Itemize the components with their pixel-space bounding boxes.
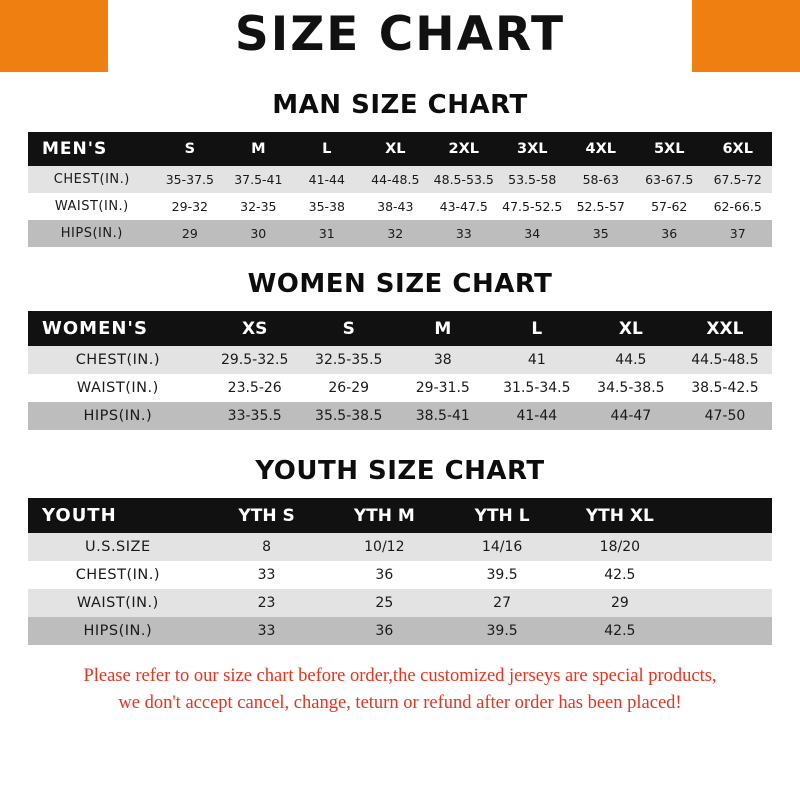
man-row2-c7: 36 [661,226,678,241]
women-section-title: WOMEN SIZE CHART [247,269,553,299]
youth-row2-label: WAIST(IN.) [76,595,159,611]
women-table-header [28,311,772,346]
table-row [28,193,772,220]
man-row1-c0: 29-32 [171,199,208,214]
women-row1-c2: 29-31.5 [415,380,470,396]
man-row0-c1: 37.5-41 [234,172,283,187]
man-row2-label: HIPS(IN.) [60,226,123,241]
youth-row0-c0: 8 [262,539,272,555]
youth-row0-label: U.S.SIZE [85,539,151,555]
man-table-header [28,132,772,166]
man-col-2: M [251,141,266,157]
youth-row2-c0: 23 [257,595,276,611]
table-header-row [28,311,772,346]
women-row0-c3: 41 [527,352,546,368]
youth-row3-c1: 36 [375,623,394,639]
youth-row0-c2: 14/16 [481,539,523,555]
man-row1-c8: 62-66.5 [713,199,762,214]
man-row0-c5: 53.5-58 [508,172,557,187]
order-policy-note-line-2: we don't accept cancel, change, teturn or refund after order has been placed! [118,692,682,713]
youth-row3-c2: 39.5 [486,623,518,639]
man-row0-c6: 58-63 [582,172,619,187]
women-row0-c1: 32.5-35.5 [315,352,383,368]
women-row1-c4: 34.5-38.5 [597,380,665,396]
women-row2-c2: 38.5-41 [415,408,470,424]
women-col-2: S [342,318,355,339]
table-row [28,617,772,645]
youth-row3-spacer [679,617,772,645]
women-row2-label: HIPS(IN.) [83,408,153,424]
man-row2-c4: 33 [455,226,472,241]
youth-row2-spacer [679,589,772,617]
table-row [28,589,772,617]
man-row1-label: WAIST(IN.) [54,199,129,214]
women-col-3: M [434,318,452,339]
women-col-1: XS [242,318,268,339]
man-row0-c7: 63-67.5 [645,172,694,187]
man-row1-c2: 35-38 [308,199,345,214]
man-col-0: MEN'S [42,139,108,159]
man-row1-c4: 43-47.5 [439,199,488,214]
women-col-0: WOMEN'S [42,318,148,339]
table-row [28,561,772,589]
man-section-title: MAN SIZE CHART [272,90,528,120]
youth-col-2: YTH M [353,505,415,526]
man-row1-c7: 57-62 [651,199,688,214]
youth-col-1: YTH S [238,505,295,526]
youth-col-0: YOUTH [42,505,117,526]
table-row [28,220,772,247]
women-size-section [0,269,800,430]
man-row0-c2: 41-44 [308,172,345,187]
women-row1-c3: 31.5-34.5 [503,380,571,396]
man-size-table [28,132,772,247]
man-row0-c3: 44-48.5 [371,172,420,187]
women-row0-c2: 38 [433,352,452,368]
youth-row1-c2: 39.5 [486,567,518,583]
man-row1-c6: 52.5-57 [576,199,625,214]
man-row2-c3: 32 [387,226,404,241]
women-row2-c0: 33-35.5 [227,408,282,424]
man-row2-c8: 37 [729,226,746,241]
man-col-9: 6XL [722,141,753,157]
women-row1-c1: 26-29 [328,380,370,396]
youth-row2-c3: 29 [610,595,629,611]
youth-col-3: YTH L [474,505,530,526]
youth-row1-c0: 33 [257,567,276,583]
youth-col-spacer [679,498,772,533]
youth-row3-label: HIPS(IN.) [83,623,153,639]
order-policy-note-line-1: Please refer to our size chart before order,the customized jerseys are special products, [83,666,717,686]
table-row [28,166,772,193]
man-col-3: L [322,141,332,157]
youth-row3-c3: 42.5 [604,623,636,639]
table-row [28,374,772,402]
youth-row0-c1: 10/12 [364,539,405,555]
man-col-6: 3XL [517,141,548,157]
women-table-body [28,346,772,430]
youth-row2-c2: 27 [493,595,511,611]
women-row2-c5: 47-50 [704,408,746,424]
man-row2-c6: 35 [592,226,609,241]
man-table-body [28,166,772,247]
women-size-table [28,311,772,430]
youth-table-body [28,533,772,645]
man-col-4: XL [385,141,406,157]
man-row1-c5: 47.5-52.5 [502,199,563,214]
women-row0-c5: 44.5-48.5 [691,352,759,368]
order-policy-note [0,663,800,717]
man-row2-c5: 34 [524,226,541,241]
man-size-section [0,90,800,247]
man-row1-c3: 38-43 [377,199,414,214]
women-col-6: XXL [706,318,744,339]
youth-section-title: YOUTH SIZE CHART [255,456,545,486]
page-header-inner [108,0,692,72]
women-row2-c3: 41-44 [516,408,558,424]
man-row2-c0: 29 [181,226,198,241]
women-row2-c1: 35.5-38.5 [315,408,383,424]
page-title: SIZE CHART [234,6,566,62]
table-row [28,402,772,430]
women-row0-c0: 29.5-32.5 [220,352,289,368]
youth-row0-c3: 18/20 [599,539,641,555]
youth-table-header [28,498,772,533]
women-row1-label: WAIST(IN.) [76,380,159,396]
table-row [28,346,772,374]
women-row0-c4: 44.5 [615,352,647,368]
youth-row1-c1: 36 [375,567,394,583]
youth-row1-label: CHEST(IN.) [75,567,160,583]
youth-col-4: YTH XL [585,505,654,526]
women-row1-c0: 23.5-26 [227,380,282,396]
man-col-7: 4XL [585,141,616,157]
table-row [28,533,772,561]
youth-row3-c0: 33 [257,623,276,639]
man-row0-label: CHEST(IN.) [53,172,130,187]
man-row0-c8: 67.5-72 [713,172,762,187]
youth-size-table [28,498,772,645]
youth-row2-c1: 25 [375,595,394,611]
youth-size-section [0,456,800,645]
man-col-1: S [184,141,196,157]
man-row1-c1: 32-35 [240,199,277,214]
women-col-4: L [531,318,543,339]
man-row0-c4: 48.5-53.5 [433,172,494,187]
table-header-row [28,498,772,533]
women-row1-c5: 38.5-42.5 [691,380,759,396]
youth-row1-spacer [679,561,772,589]
man-row0-c0: 35-37.5 [165,172,214,187]
table-header-row [28,132,772,166]
man-row2-c1: 30 [250,226,267,241]
man-col-5: 2XL [448,141,480,157]
man-col-8: 5XL [653,141,685,157]
man-row2-c2: 31 [318,226,335,241]
youth-row0-spacer [679,533,772,561]
page-header [0,0,800,72]
women-row2-c4: 44-47 [610,408,652,424]
women-row0-label: CHEST(IN.) [75,352,160,368]
youth-row1-c3: 42.5 [604,567,636,583]
women-col-5: XL [618,318,643,339]
